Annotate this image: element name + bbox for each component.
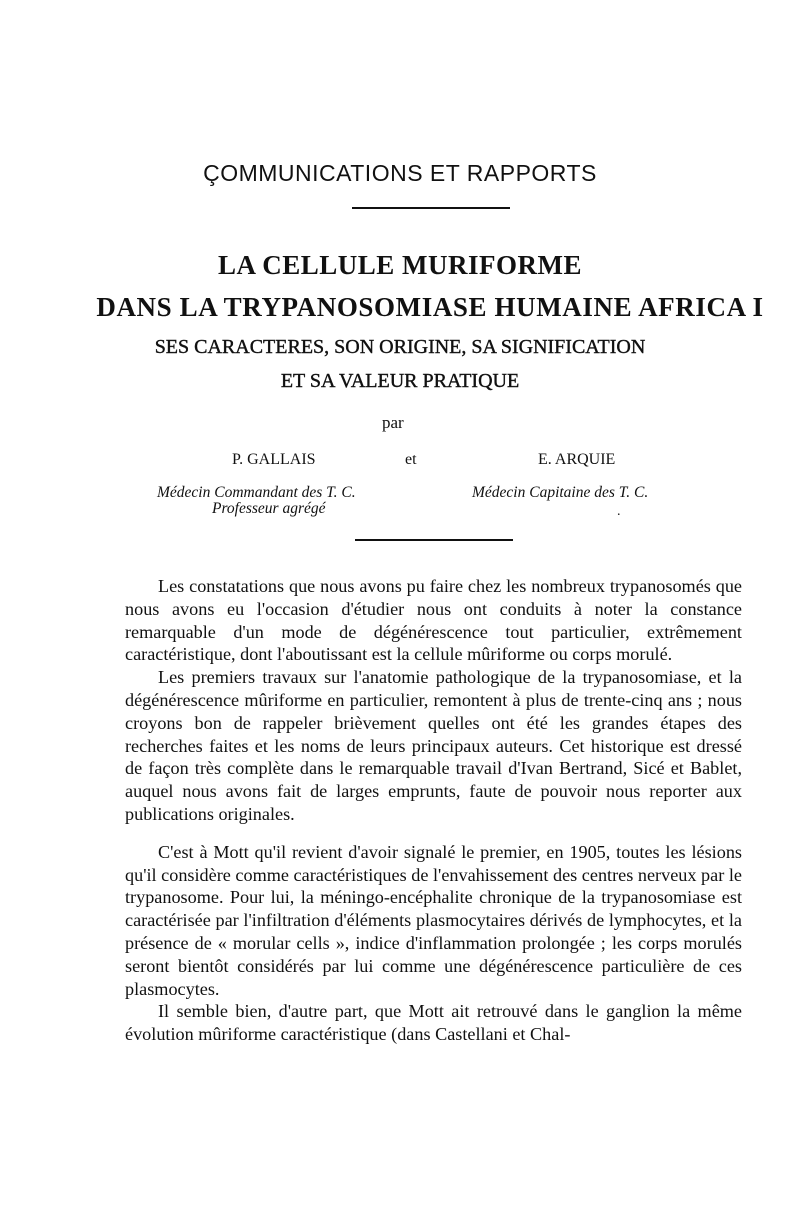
- body-paragraph-3: C'est à Mott qu'il revient d'avoir signalé le premier, en 1905, toutes les lésions qu'il considère comme caractéristiques de l'envahissement des centres nerveux par le trypanosome. Pour lui, la méningo-encéphalite chronique de la trypanosomiase est caractérisée par l'infiltration d'éléments plasmocytaires dérivés de lymphocytes, et la présence de « morular cells », indice d'inflammation prolongée ; les corps morulés seront bientôt considérés par lui comme une dégénérescence particulière de ces plasmocytes.: [125, 841, 742, 999]
- body-paragraph-4: Il semble bien, d'autre part, que Mott ait retrouvé dans le ganglion la même évolution mûriforme caractéristique (dans Castellani et Chal-: [125, 1001, 742, 1045]
- author-1-title: Professeur agrégé: [212, 500, 326, 517]
- author-1-name: P. GALLAIS: [232, 451, 316, 468]
- article-body: [125, 575, 742, 1046]
- byline-divider-rule: [355, 539, 513, 541]
- author-2-affiliation: Médecin Capitaine des T. C.: [472, 484, 649, 501]
- body-paragraph-1: Les constatations que nous avons pu faire chez les nombreux trypanosomés que nous avons eu l'occasion d'étudier nous ont conduits à noter la constance remarquable d'un mode de dégénérescence tout particulier, extrêmement caractéristique, dont l'aboutissant est la cellule mûriforme ou corps morulé.: [125, 576, 742, 665]
- article-title-line-2: DANS LA TRYPANOSOMIASE HUMAINE AFRICA I: [96, 292, 764, 322]
- article-subtitle-line-2: ET SA VALEUR PRATIQUE: [280, 370, 520, 392]
- top-divider-rule: [352, 207, 510, 209]
- byline-conjunction: et: [405, 451, 417, 468]
- author-1-affiliation: Médecin Commandant des T. C.: [157, 484, 356, 501]
- section-heading: ÇOMMUNICATIONS ET RAPPORTS: [203, 160, 597, 186]
- article-title-line-1: LA CELLULE MURIFORME: [217, 250, 583, 280]
- author-2-mark: .: [617, 504, 621, 519]
- author-2-name: E. ARQUIE: [538, 451, 616, 468]
- article-subtitle-line-1: SES CARACTERES, SON ORIGINE, SA SIGNIFICATION: [154, 336, 646, 358]
- body-paragraph-2: Les premiers travaux sur l'anatomie pathologique de la trypanosomiase, et la dégénérescence mûriforme en particulier, remontent à plus de trente-cinq ans ; nous croyons bon de rappeler brièvement quelles ont été les grandes étapes des recherches faites et les noms de leurs principaux auteurs. Cet historique est dressé de façon très complète dans le remarquable travail d'Ivan Bertrand, Sicé et Bablet, auquel nous avons fait de larges emprunts, faute de pouvoir nous reporter aux publications originales.: [125, 667, 742, 824]
- byline-par: par: [382, 413, 404, 432]
